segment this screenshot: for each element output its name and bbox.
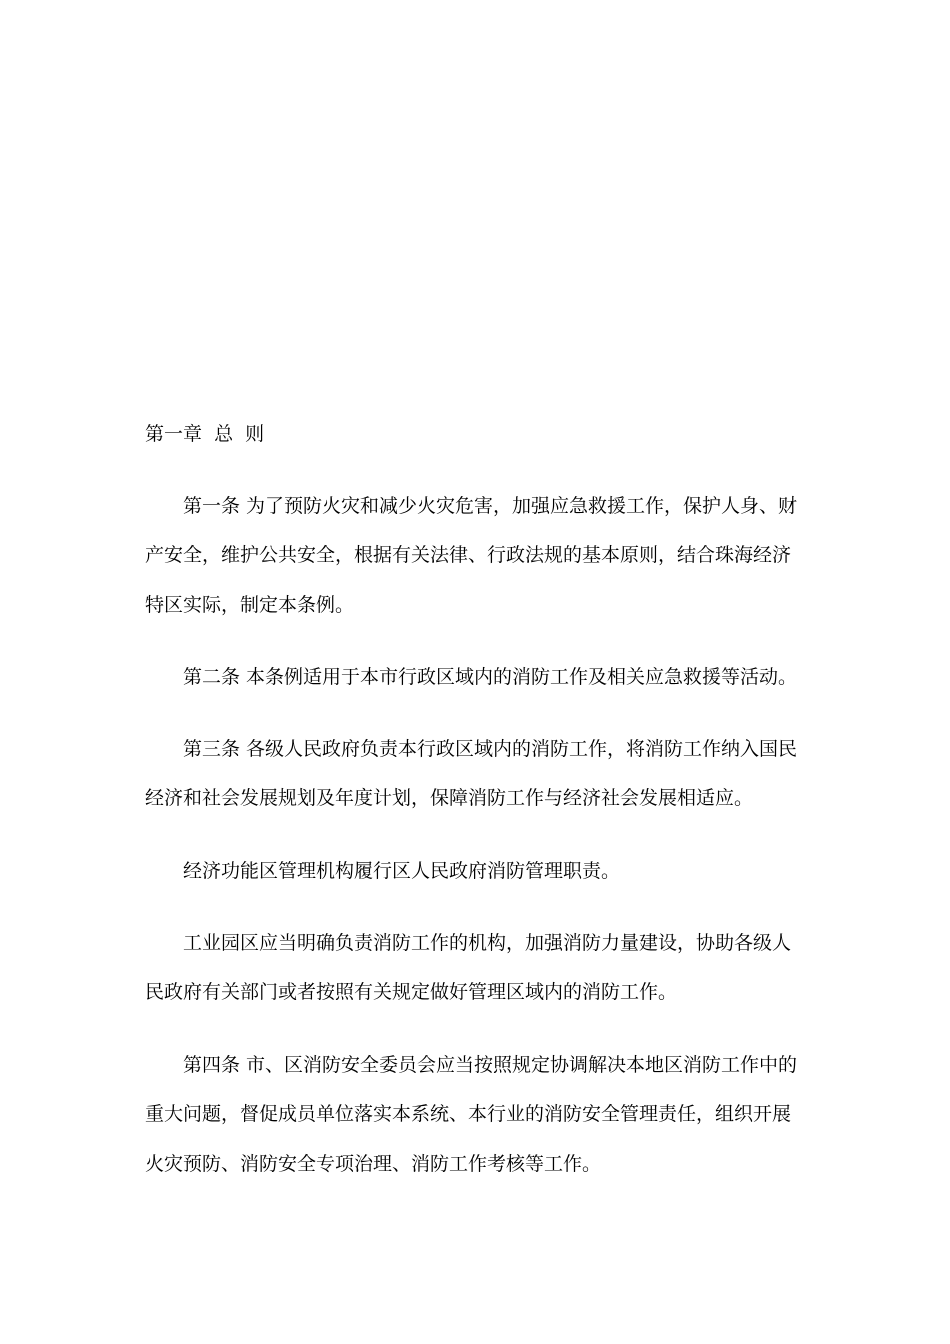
article-3-line-2: 经济和社会发展规划及年度计划，保障消防工作与经济社会发展相适应。 <box>145 787 754 809</box>
article-3-line-1: 第三条 各级人民政府负责本行政区域内的消防工作，将消防工作纳入国民 <box>183 738 798 760</box>
article-4-line-2: 重大问题，督促成员单位落实本系统、本行业的消防安全管理责任，组织开展 <box>145 1103 792 1125</box>
article-4-line-1: 第四条 市、区消防安全委员会应当按照规定协调解决本地区消防工作中的 <box>183 1054 798 1076</box>
article-1-line-2: 产安全，维护公共安全，根据有关法律、行政法规的基本原则，结合珠海经济 <box>145 544 792 566</box>
chapter-heading: 第一章 总 则 <box>145 423 265 445</box>
article-4-line-3: 火灾预防、消防安全专项治理、消防工作考核等工作。 <box>145 1153 602 1175</box>
paragraph-economic-zone: 经济功能区管理机构履行区人民政府消防管理职责。 <box>183 860 621 882</box>
paragraph-industrial-park-line-1: 工业园区应当明确负责消防工作的机构，加强消防力量建设，协助各级人 <box>183 932 792 954</box>
article-1-line-1: 第一条 为了预防火灾和减少火灾危害，加强应急救援工作，保护人身、财 <box>183 495 798 517</box>
article-2-line-1: 第二条 本条例适用于本市行政区域内的消防工作及相关应急救援等活动。 <box>183 666 798 688</box>
document-body <box>145 0 805 1344</box>
article-1-line-3: 特区实际，制定本条例。 <box>145 594 355 616</box>
paragraph-industrial-park-line-2: 民政府有关部门或者按照有关规定做好管理区域内的消防工作。 <box>145 981 678 1003</box>
